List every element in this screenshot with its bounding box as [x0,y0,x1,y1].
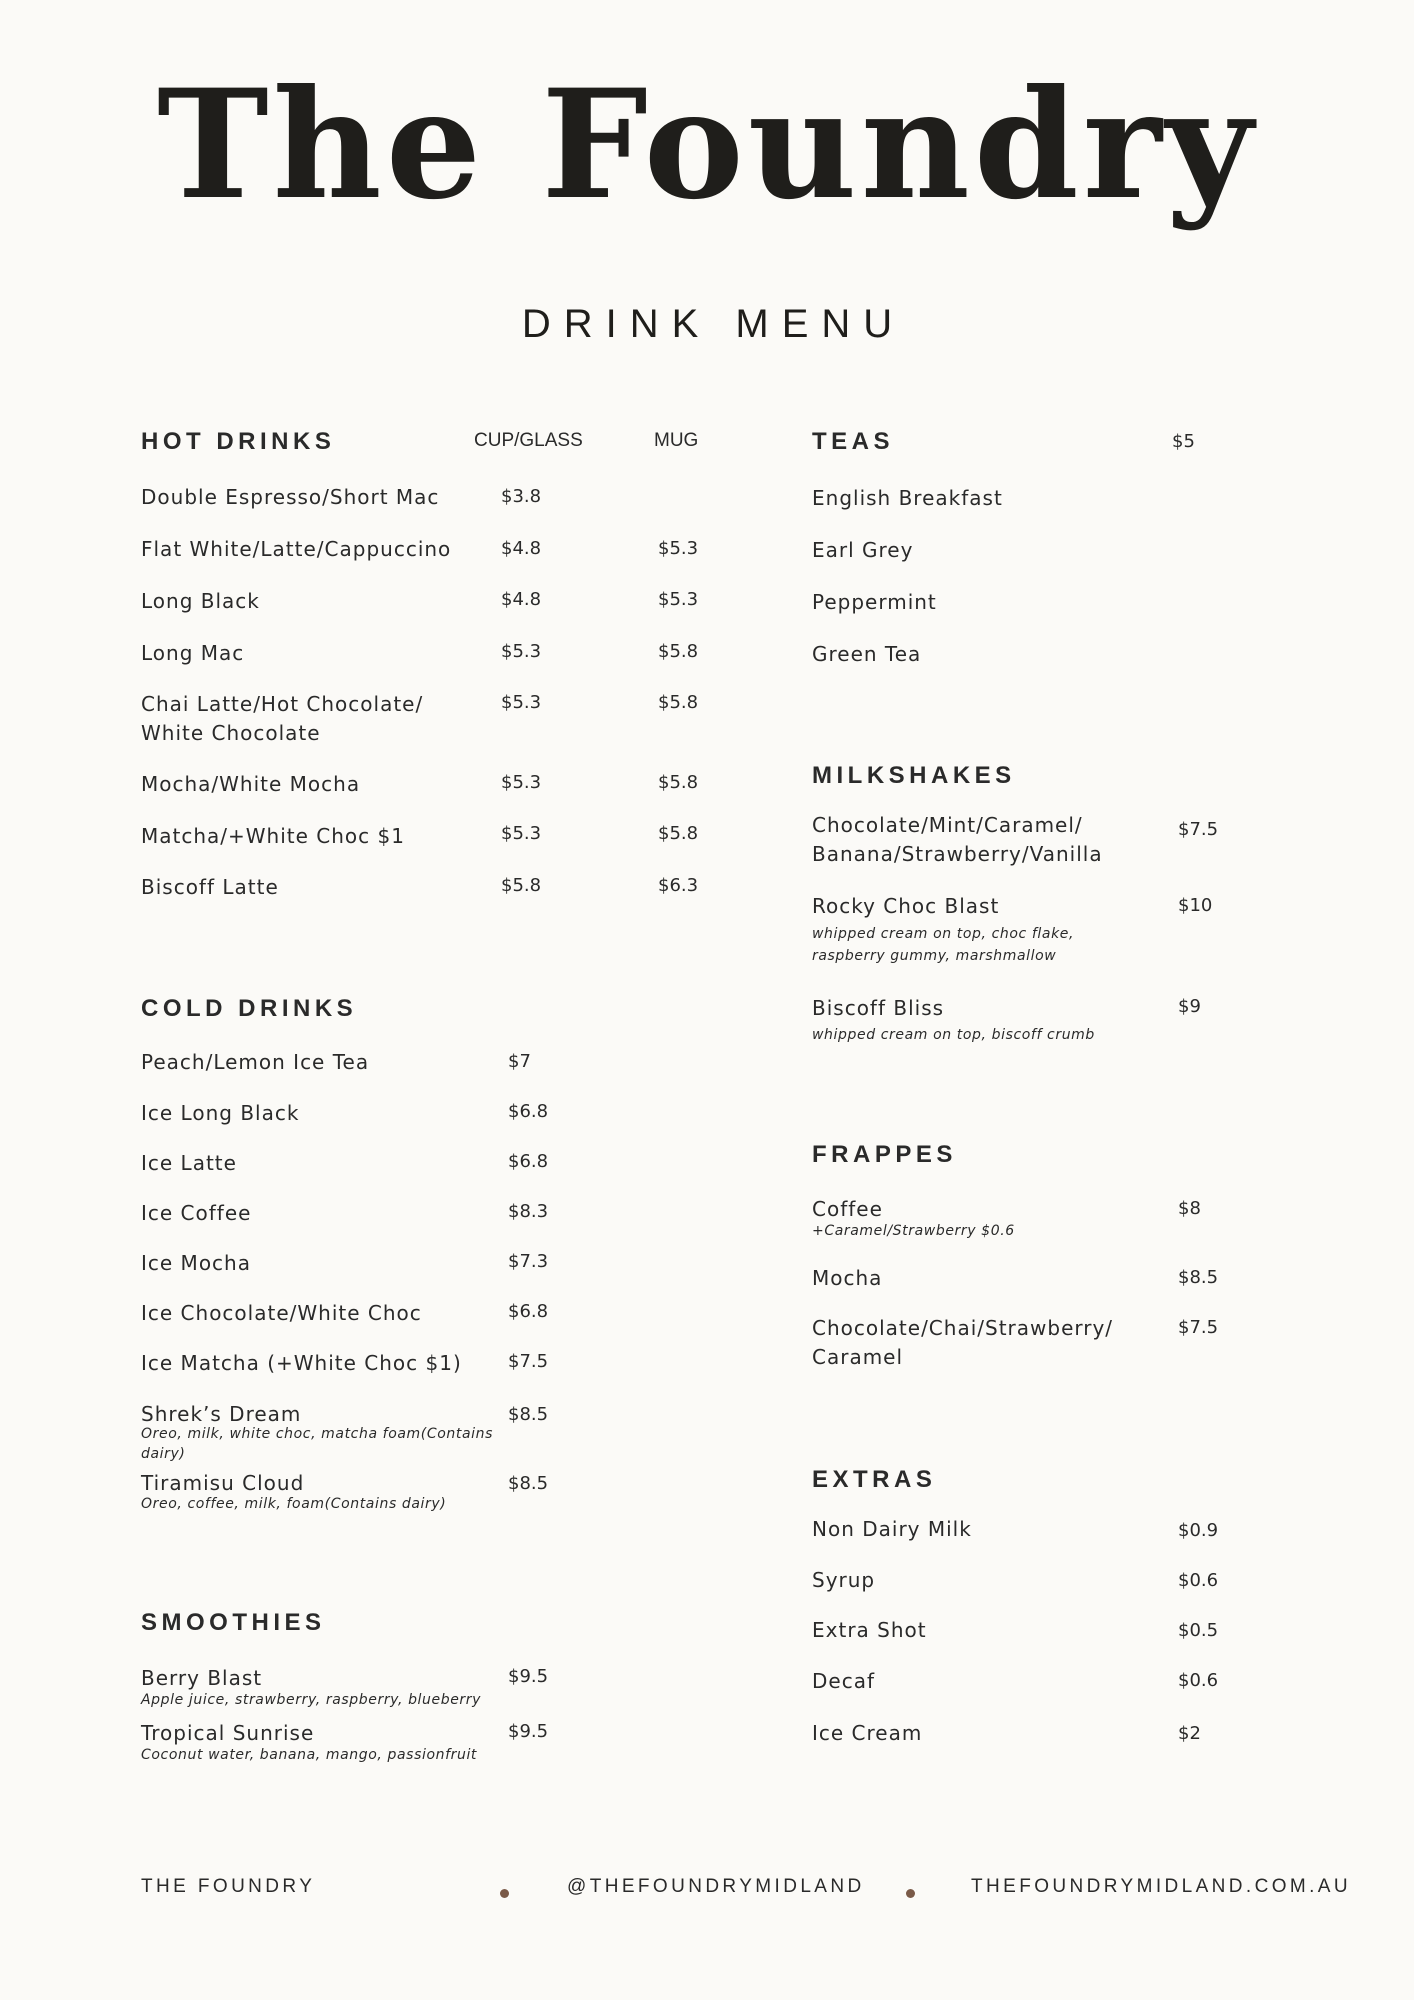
menu-item-description-line2: dairy) [141,1446,186,1462]
menu-item-price: $7.5 [1178,1317,1219,1338]
menu-item-name: Double Espresso/Short Mac [141,485,440,509]
menu-item-name: Matcha/+White Choc $1 [141,824,405,848]
column-header-cup-glass: CUP/GLASS [474,430,583,451]
menu-item-price: $0.9 [1178,1520,1219,1541]
menu-item-price-cup: $5.3 [501,692,542,713]
menu-item-price-mug: $5.8 [658,772,699,793]
section-title-extras: EXTRAS [812,1466,937,1493]
menu-item-description: Apple juice, strawberry, raspberry, blueberry [141,1692,482,1708]
menu-item-price: $8.5 [1178,1267,1219,1288]
menu-item-price: $8 [1178,1198,1201,1219]
menu-item-name: Long Black [141,589,260,613]
menu-item-name: Chocolate/Chai/Strawberry/ [812,1316,1114,1340]
menu-item-price: $7.3 [508,1251,549,1272]
menu-item-price-cup: $4.8 [501,538,542,559]
menu-item-name: Shrek’s Dream [141,1402,302,1426]
menu-item-name: Biscoff Bliss [812,996,945,1020]
menu-title: DRINK MENU [521,302,906,346]
menu-item-name: Ice Mocha [141,1251,251,1275]
menu-item-name: Rocky Choc Blast [812,894,1000,918]
menu-item-name: Tiramisu Cloud [141,1471,305,1495]
menu-item-price-cup: $3.8 [501,486,542,507]
footer-brand-name: THE FOUNDRY [141,1876,316,1897]
menu-item-name: Ice Long Black [141,1101,300,1125]
column-header-mug: MUG [654,430,699,451]
menu-item-name: Ice Chocolate/White Choc [141,1301,422,1325]
menu-item-name: Non Dairy Milk [812,1517,972,1541]
menu-item-name: Extra Shot [812,1618,927,1642]
menu-item-name-line2: Banana/Strawberry/Vanilla [812,842,1103,866]
menu-item-name: Ice Cream [812,1721,923,1745]
menu-item-description: whipped cream on top, choc flake, [812,926,1075,942]
footer-dot-separator [500,1889,509,1898]
menu-item-price: $7.5 [508,1351,549,1372]
menu-item-price-mug: $6.3 [658,875,699,896]
menu-item-name: Chai Latte/Hot Chocolate/ [141,692,424,716]
menu-item-price-cup: $5.3 [501,772,542,793]
menu-item-price-cup: $5.8 [501,875,542,896]
menu-item-price: $9.5 [508,1721,549,1742]
menu-item-price-mug: $5.8 [658,823,699,844]
menu-item-name: Chocolate/Mint/Caramel/ [812,813,1083,837]
section-title-frappes: FRAPPES [812,1141,957,1168]
menu-item-name: Peppermint [812,590,937,614]
menu-item-name: Green Tea [812,642,922,666]
menu-item-name: Peach/Lemon Ice Tea [141,1050,370,1074]
menu-item-name: Long Mac [141,641,245,665]
menu-item-price: $8.5 [508,1404,549,1425]
logo-wordmark: The Foundry [157,57,1257,233]
menu-item-name: Flat White/Latte/Cappuccino [141,537,452,561]
teas-price: $5 [1172,431,1195,452]
menu-item-name: Decaf [812,1669,875,1693]
menu-item-description-line2: raspberry gummy, marshmallow [812,948,1057,964]
menu-item-price: $6.8 [508,1101,549,1122]
menu-item-name: Coffee [812,1197,883,1221]
menu-item-price-mug: $5.8 [658,692,699,713]
menu-item-name: English Breakfast [812,486,1003,510]
menu-item-name: Ice Coffee [141,1201,252,1225]
menu-item-price: $9.5 [508,1666,549,1687]
menu-item-price: $10 [1178,895,1213,916]
menu-item-price: $0.6 [1178,1570,1219,1591]
section-title-cold-drinks: COLD DRINKS [141,995,358,1022]
menu-item-name-line2: Caramel [812,1345,904,1369]
footer-website-link[interactable]: THEFOUNDRYMIDLAND.COM.AU [971,1876,1351,1897]
menu-item-name: Ice Matcha (+White Choc $1) [141,1351,462,1375]
footer-social-handle[interactable]: @THEFOUNDRYMIDLAND [567,1876,865,1897]
menu-item-description: Oreo, milk, white choc, matcha foam(Contains [141,1426,493,1442]
menu-item-name: Earl Grey [812,538,914,562]
menu-item-description: whipped cream on top, biscoff crumb [812,1027,1095,1043]
menu-item-price: $0.6 [1178,1670,1219,1691]
section-title-teas: TEAS [812,428,895,455]
section-title-hot-drinks: HOT DRINKS [141,428,336,455]
menu-item-price-mug: $5.3 [658,589,699,610]
menu-item-name: Ice Latte [141,1151,237,1175]
menu-item-price: $0.5 [1178,1620,1219,1641]
menu-item-name: Biscoff Latte [141,875,279,899]
menu-item-price: $7 [508,1051,531,1072]
menu-item-name: Mocha/White Mocha [141,772,361,796]
menu-item-name: Tropical Sunrise [141,1721,315,1745]
menu-item-price: $2 [1178,1723,1201,1744]
menu-item-price-mug: $5.8 [658,641,699,662]
menu-item-price-cup: $4.8 [501,589,542,610]
menu-item-name-line2: White Chocolate [141,721,321,745]
menu-item-price-mug: $5.3 [658,538,699,559]
menu-item-price-cup: $5.3 [501,823,542,844]
menu-item-price: $6.8 [508,1151,549,1172]
menu-item-price: $7.5 [1178,819,1219,840]
menu-item-price: $8.5 [508,1473,549,1494]
menu-item-name: Syrup [812,1568,876,1592]
menu-item-description: Coconut water, banana, mango, passionfruit [141,1747,478,1763]
menu-item-price-cup: $5.3 [501,641,542,662]
menu-item-description: +Caramel/Strawberry $0.6 [812,1223,1015,1239]
menu-item-price: $9 [1178,996,1201,1017]
footer-dot-separator [906,1889,915,1898]
menu-item-name: Berry Blast [141,1666,263,1690]
menu-item-description: Oreo, coffee, milk, foam(Contains dairy) [141,1496,447,1512]
menu-item-price: $8.3 [508,1201,549,1222]
section-title-milkshakes: MILKSHAKES [812,762,1016,789]
menu-item-name: Mocha [812,1266,883,1290]
menu-item-price: $6.8 [508,1301,549,1322]
section-title-smoothies: SMOOTHIES [141,1609,326,1636]
